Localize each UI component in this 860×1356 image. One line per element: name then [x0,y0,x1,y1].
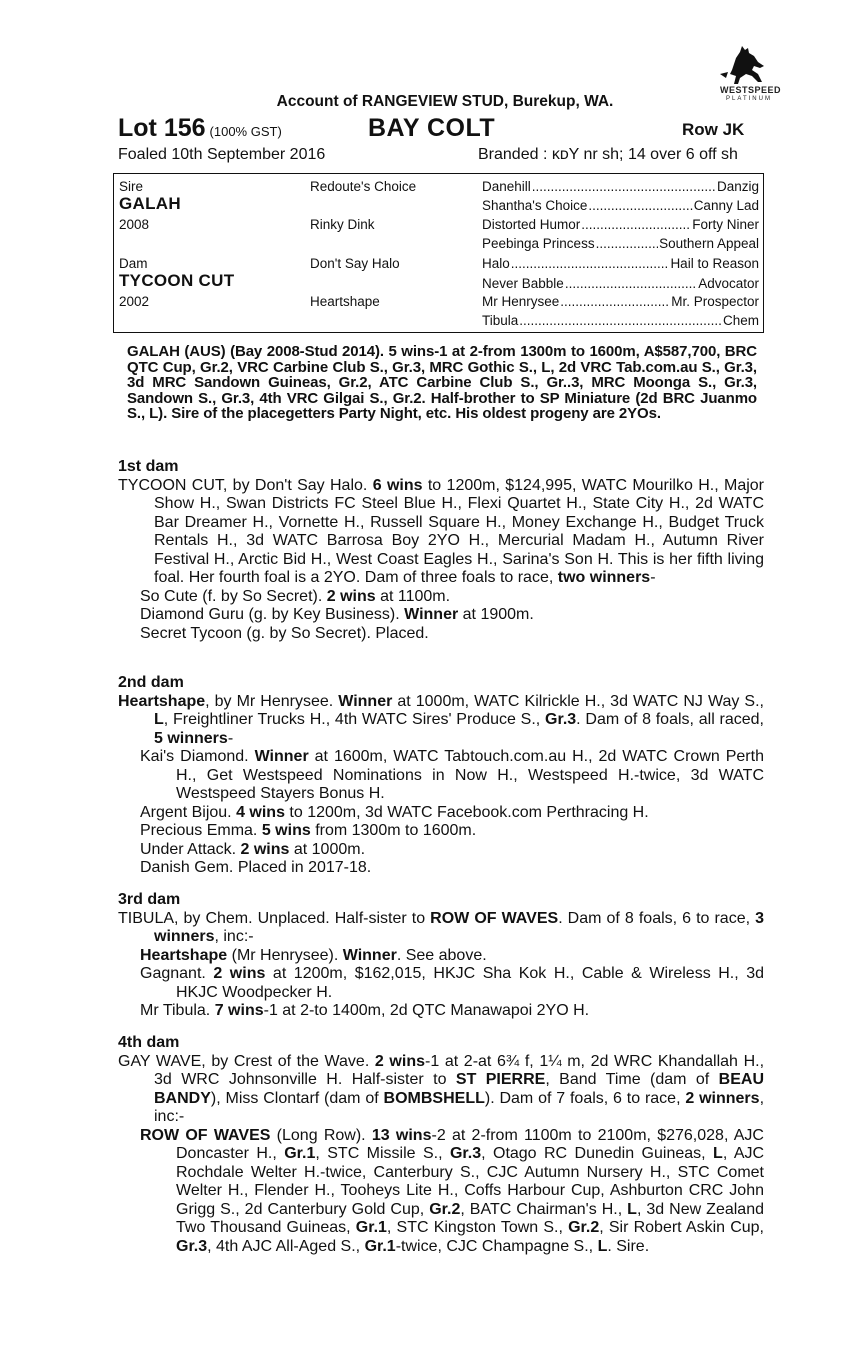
gen3-row: Distorted Humor ..... Forty Niner [482,217,759,233]
sire-dam: Rinky Dink [310,217,375,232]
third-dam-text: TIBULA, by Chem. Unplaced. Half-sister to ROW OF WAVES. Dam of 8 foals, 6 to race, 3 winners, inc:- [118,909,764,945]
foal-entry: Argent Bijou. 4 wins to 1200m, 3d WATC Facebook.com Perthracing H. [140,803,649,821]
foal-entry: So Cute (f. by So Secret). 2 wins at 1100m. [140,587,451,605]
pedigree-table [113,173,764,333]
first-dam-heading: 1st dam [118,458,179,475]
gen3-row: Shantha's Choice ..... Canny Lad [482,198,759,214]
account-line: Account of RANGEVIEW STUD, Burekup, WA. [276,93,614,110]
sire-name: GALAH [119,194,181,213]
gen3-row: Danehill ..... Danzig [482,179,759,195]
sire-summary: GALAH (AUS) (Bay 2008-Stud 2014). 5 wins-1 at 2-from 1300m to 1600m, A$587,700, BRC QTC Cup, Gr.2, VRC Carbine Club S., Gr.3, MRC Gothic S., L, 2d VRC Tab.com.au S., Gr.3, 3d MRC Sandown Guineas, Gr.2, ATC Carbine Club S., Gr..3, MRC Moonga S., Gr.3, Sandown S., Gr.3, 4th VRC Gilgai S., Gr.2. Half-brother to SP Miniature (2d BRC Juanmo S., L). Sire of the placegetters Party Night, etc. His oldest progeny are 2YOs. [127,343,757,422]
foal-entry: Mr Tibula. 7 wins-1 at 2-to 1400m, 2d QTC Manawapoi 2YO H. [140,1002,590,1019]
row-label: Row JK [682,120,745,139]
foal-entry: Precious Emma. 5 wins from 1300m to 1600m. [140,822,477,839]
first-dam-text: TYCOON CUT, by Don't Say Halo. 6 wins to 1200m, $124,995, WATC Mourilko H., Major Show H., Swan Districts FC Steel Blue H., Flexi Quartet H., State City H., 2d WATC Bar Dreamer H., Vornette H., Russell Square H., Money Exchange H., Budget Truck Rentals H., 3d WATC Barrosa Boy 2YO H., Mercurial Madam H., Autumn River Festival H., Arctic Bid H., West Coast Eagles H., Sarina's Son H. This is her fifth living foal. Her fourth foal is a 2YO. Dam of three foals to race, two winners- [118,476,765,586]
sire-sire: Redoute's Choice [310,179,417,194]
logo-subtext: PLATINUM [726,96,772,102]
second-dam-text: Heartshape, by Mr Henrysee. Winner at 1000m, WATC Kilrickle H., 3d WATC NJ Way S., L, Freightliner Trucks H., 4th WATC Sires' Produce S., Gr.3. Dam of 8 foals, all raced, 5 winners- [118,692,765,747]
second-dam-section [118,674,764,878]
lot-number [118,114,282,143]
sire-label: Sire [119,179,144,194]
foaled-date: Foaled 10th September 2016 [118,146,326,163]
gst-note: (100% GST) [209,124,282,139]
foal-entry: ROW OF WAVES (Long Row). 13 wins-2 at 2-from 1100m to 2100m, $276,028, AJC Doncaster H., Gr.1, STC Missile S., Gr.3, Otago RC Dunedin Guineas, L, AJC Rochdale Welter H.-twice, Canterbury S., CJC Autumn Nursery H., STC Comet Welter H., Flender H., Tooheys Lite H., Coffs Harbour Cup, Ashburton CRC John Grigg S., 2d Canterbury Gold Cup, Gr.2, BATC Chairman's H., L, 3d New Zealand Two Thousand Guineas, Gr.1, STC Kingston Town S., Gr.2, Sir Robert Askin Cup, Gr.3, 4th AJC All-Aged S., Gr.1-twice, CJC Champagne S., L. Sire. [140,1126,765,1255]
lot-label: Lot 156 [118,114,206,142]
dam-dam: Heartshape [310,294,380,309]
dam-year: 2002 [119,294,150,309]
fourth-dam-text: GAY WAVE, by Crest of the Wave. 2 wins-1 at 2-at 6¾ f, 1¼ m, 2d WRC Khandallah H., 3d WRC Johnsonville H. Half-sister to ST PIERRE, Band Time (dam of BEAU BANDY), Miss Clontarf (dam of BOMBSHELL). Dam of 7 foals, 6 to race, 2 winners, inc:- [118,1052,765,1125]
brand-info: Branded : ᴋᴅY nr sh; 14 over 6 off sh [478,146,738,163]
logo-text: WESTSPEED [720,85,782,95]
foal-entry: Under Attack. 2 wins at 1000m. [140,840,366,858]
fourth-dam-heading: 4th dam [118,1034,180,1051]
gen3-row: Never Babble ..... Advocator [482,276,759,292]
foal-entry: Secret Tycoon (g. by So Secret). Placed. [140,624,429,642]
gen3-row: Mr Henrysee ..... Mr. Prospector [482,294,759,310]
third-dam-section [118,891,764,1021]
horse-description: BAY COLT [368,114,496,142]
foal-entry: Kai's Diamond. Winner at 1600m, WATC Tabtouch.com.au H., 2d WATC Crown Perth H., Get Westspeed Nominations in Now H., Westspeed H.-twice, 3d WATC Westspeed Stayers Bonus H. [140,748,764,802]
gen3-row: Peebinga Princess ..... Southern Appeal [482,236,759,252]
second-dam-heading: 2nd dam [118,674,184,691]
foal-entry: Gagnant. 2 wins at 1200m, $162,015, HKJC Sha Kok H., Cable & Wireless H., 3d HKJC Woodpecker H. [140,965,765,1001]
horse-icon [718,44,778,88]
gen3-row: Tibula ..... Chem [482,313,759,329]
dam-name: TYCOON CUT [119,271,235,290]
foal-entry: Heartshape (Mr Henrysee). Winner. See above. [140,946,487,964]
fourth-dam-section [118,1034,764,1256]
foal-entry: Danish Gem. Placed in 2017-18. [140,859,372,876]
foal-entry: Diamond Guru (g. by Key Business). Winner at 1900m. [140,606,534,623]
first-dam-section [118,458,764,643]
sire-year: 2008 [119,217,150,232]
third-dam-heading: 3rd dam [118,891,181,908]
dam-label: Dam [119,256,148,271]
gen3-row: Halo ..... Hail to Reason [482,256,759,272]
dam-sire: Don't Say Halo [310,256,400,271]
